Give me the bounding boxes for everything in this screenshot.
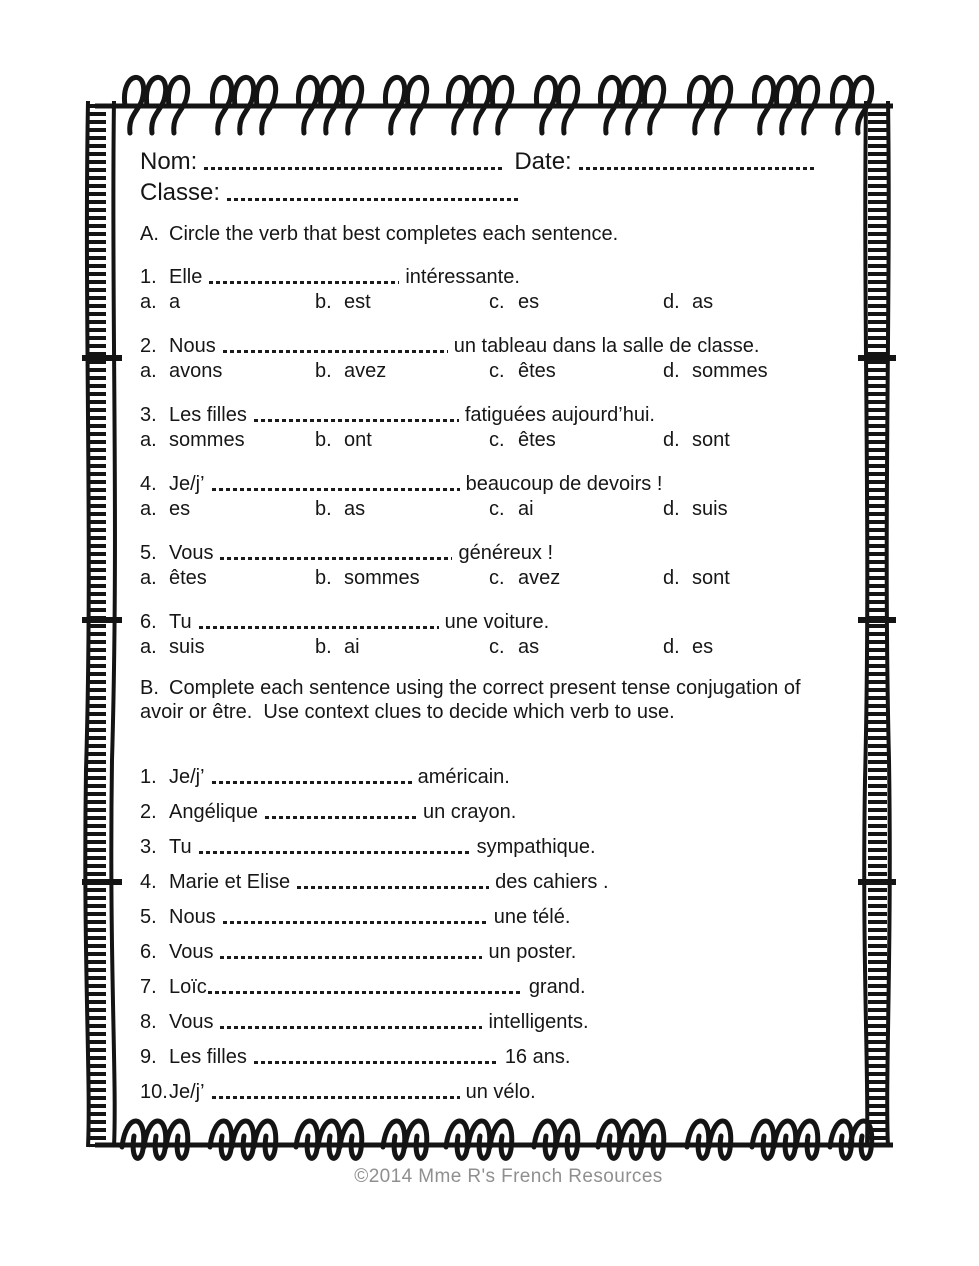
sentence-post: grand.: [528, 976, 586, 998]
option-letter: b.: [315, 291, 332, 313]
option-letter: d.: [663, 498, 680, 520]
sentence-post: un vélo.: [465, 1081, 536, 1103]
option-d: [663, 428, 864, 453]
answer-blank: [223, 921, 488, 924]
classe-blank: [227, 198, 520, 201]
top-scribble-border: [95, 77, 893, 133]
item-b7: [140, 975, 864, 999]
answer-blank: [223, 350, 448, 353]
sentence-post: un crayon.: [422, 801, 517, 823]
section-b-instructions-line2: avoir or être. Use context clues to decide which verb to use.: [140, 701, 675, 723]
sentence-pre: Loïc: [169, 976, 207, 998]
sentence-post: fatiguées aujourd’hui.: [464, 404, 655, 426]
question-a1: [140, 265, 864, 315]
sentence-post: intelligents.: [488, 1011, 589, 1033]
item-number: 7.: [140, 976, 157, 998]
nom-blank: [204, 167, 504, 170]
option-letter: b.: [315, 360, 332, 382]
item-number: 1.: [140, 766, 157, 788]
bottom-scribble-border: [95, 1121, 893, 1158]
answer-options: [140, 497, 864, 522]
answer-blank: [297, 886, 489, 889]
option-letter: a.: [140, 498, 157, 520]
option-letter: c.: [489, 360, 505, 382]
answer-options: [140, 290, 864, 315]
option-letter: d.: [663, 291, 680, 313]
sentence-pre: Angélique: [169, 801, 258, 823]
question-number: 5.: [140, 542, 157, 564]
sentence-pre: Tu: [169, 836, 192, 858]
sentence-pre: Marie et Elise: [169, 871, 291, 893]
option-letter: a.: [140, 360, 157, 382]
option-letter: d.: [663, 360, 680, 382]
answer-blank: [212, 488, 460, 491]
header-classe-row: [140, 177, 864, 208]
option-text: as: [692, 291, 714, 313]
option-text: avez: [344, 360, 387, 382]
option-letter: c.: [489, 567, 505, 589]
option-b: [315, 635, 489, 660]
option-a: [140, 497, 315, 522]
option-a: [140, 359, 315, 384]
option-text: a: [169, 291, 181, 313]
item-b10: [140, 1080, 864, 1104]
answer-options: [140, 428, 864, 453]
date-label: Date:: [514, 148, 572, 175]
question-number: 4.: [140, 473, 157, 495]
item-number: 8.: [140, 1011, 157, 1033]
option-d: [663, 497, 864, 522]
item-b1: [140, 765, 864, 789]
option-d: [663, 635, 864, 660]
option-text: sommes: [344, 567, 420, 589]
sentence-post: beaucoup de devoirs !: [465, 473, 663, 495]
answer-options: [140, 359, 864, 384]
option-letter: c.: [489, 429, 505, 451]
question-number: 6.: [140, 611, 157, 633]
option-letter: c.: [489, 291, 505, 313]
answer-options: [140, 635, 864, 660]
answer-blank: [265, 816, 417, 819]
option-d: [663, 290, 864, 315]
sentence-pre: Vous: [169, 941, 214, 963]
option-text: es: [518, 291, 540, 313]
option-c: [489, 290, 663, 315]
option-letter: a.: [140, 429, 157, 451]
header-name-date-row: [140, 146, 864, 177]
option-letter: c.: [489, 498, 505, 520]
date-blank: [579, 167, 814, 170]
item-b4: [140, 870, 864, 894]
answer-blank: [220, 956, 482, 959]
option-c: [489, 635, 663, 660]
option-text: êtes: [169, 567, 207, 589]
item-b5: [140, 905, 864, 929]
answer-blank: [212, 1096, 460, 1099]
classe-label: Classe:: [140, 179, 221, 206]
section-b-label: B.: [140, 677, 159, 699]
option-a: [140, 290, 315, 315]
option-letter: b.: [315, 429, 332, 451]
option-text: es: [169, 498, 191, 520]
sentence-post: une télé.: [493, 906, 571, 928]
option-text: sommes: [169, 429, 245, 451]
section-a-title: [140, 222, 864, 246]
left-ladder-border: [82, 101, 122, 1147]
option-d: [663, 359, 864, 384]
question-a6: [140, 610, 864, 660]
sentence-pre: Vous: [169, 1011, 214, 1033]
sentence-post: un tableau dans la salle de classe.: [453, 335, 760, 357]
option-text: as: [344, 498, 366, 520]
item-b3: [140, 835, 864, 859]
option-a: [140, 428, 315, 453]
item-b8: [140, 1010, 864, 1034]
option-text: ai: [344, 636, 360, 658]
sentence-pre: Je/j’: [169, 473, 205, 495]
option-a: [140, 566, 315, 591]
section-a-instructions: Circle the verb that best completes each sentence.: [169, 223, 619, 245]
sentence-pre: Nous: [169, 906, 216, 928]
item-number: 4.: [140, 871, 157, 893]
question-sentence: [140, 403, 864, 428]
option-letter: a.: [140, 636, 157, 658]
sentence-pre: Vous: [169, 542, 214, 564]
option-text: ai: [518, 498, 534, 520]
question-number: 1.: [140, 266, 157, 288]
item-number: 10.: [140, 1081, 168, 1103]
option-text: avons: [169, 360, 223, 382]
option-letter: a.: [140, 567, 157, 589]
option-text: sont: [692, 567, 730, 589]
question-sentence: [140, 610, 864, 635]
option-letter: d.: [663, 567, 680, 589]
option-c: [489, 428, 663, 453]
question-a3: [140, 403, 864, 453]
question-sentence: [140, 265, 864, 290]
answer-blank: [199, 851, 471, 854]
item-b2: [140, 800, 864, 824]
item-number: 9.: [140, 1046, 157, 1068]
question-sentence: [140, 334, 864, 359]
option-b: [315, 428, 489, 453]
item-number: 6.: [140, 941, 157, 963]
answer-blank: [254, 419, 459, 422]
sentence-pre: Les filles: [169, 1046, 247, 1068]
sentence-pre: Elle: [169, 266, 203, 288]
item-number: 2.: [140, 801, 157, 823]
question-a5: [140, 541, 864, 591]
option-a: [140, 635, 315, 660]
section-b-title: [140, 676, 864, 700]
answer-blank: [199, 626, 439, 629]
option-c: [489, 359, 663, 384]
answer-blank: [208, 991, 523, 994]
sentence-post: sympathique.: [476, 836, 596, 858]
option-text: sont: [692, 429, 730, 451]
item-number: 5.: [140, 906, 157, 928]
sentence-post: intéressante.: [405, 266, 520, 288]
sentence-post: une voiture.: [444, 611, 550, 633]
option-text: suis: [169, 636, 205, 658]
sentence-post: un poster.: [488, 941, 577, 963]
answer-blank: [209, 281, 399, 284]
item-number: 3.: [140, 836, 157, 858]
sentence-post: des cahiers .: [495, 871, 609, 893]
option-letter: d.: [663, 429, 680, 451]
sentence-pre: Les filles: [169, 404, 247, 426]
section-b-items: [140, 765, 864, 1104]
answer-blank: [220, 1026, 482, 1029]
question-a4: [140, 472, 864, 522]
option-text: avez: [518, 567, 561, 589]
option-letter: d.: [663, 636, 680, 658]
option-text: est: [344, 291, 371, 313]
sentence-post: généreux !: [458, 542, 553, 564]
question-sentence: [140, 541, 864, 566]
option-text: êtes: [518, 360, 556, 382]
section-a-label: A.: [140, 223, 159, 245]
option-letter: a.: [140, 291, 157, 313]
sentence-pre: Nous: [169, 335, 216, 357]
sentence-pre: Je/j’: [169, 766, 205, 788]
option-text: ont: [344, 429, 372, 451]
sentence-pre: Je/j’: [169, 1081, 205, 1103]
question-number: 2.: [140, 335, 157, 357]
option-text: suis: [692, 498, 728, 520]
option-c: [489, 566, 663, 591]
option-letter: c.: [489, 636, 505, 658]
item-b9: [140, 1045, 864, 1069]
option-letter: b.: [315, 636, 332, 658]
option-letter: b.: [315, 498, 332, 520]
nom-label: Nom:: [140, 148, 198, 175]
answer-blank: [220, 557, 452, 560]
question-sentence: [140, 472, 864, 497]
sentence-post: américain.: [417, 766, 510, 788]
answer-blank: [254, 1061, 499, 1064]
section-b-instructions-line1: Complete each sentence using the correct present tense conjugation of: [169, 677, 801, 699]
option-text: êtes: [518, 429, 556, 451]
option-c: [489, 497, 663, 522]
option-text: es: [692, 636, 714, 658]
option-b: [315, 359, 489, 384]
question-number: 3.: [140, 404, 157, 426]
question-a2: [140, 334, 864, 384]
option-b: [315, 497, 489, 522]
copyright-text: ©2014 Mme R's French Resources: [354, 1166, 663, 1187]
answer-blank: [212, 781, 412, 784]
option-text: as: [518, 636, 540, 658]
option-text: sommes: [692, 360, 768, 382]
worksheet-content: [140, 146, 864, 1115]
option-b: [315, 566, 489, 591]
option-letter: b.: [315, 567, 332, 589]
option-b: [315, 290, 489, 315]
answer-options: [140, 566, 864, 591]
option-d: [663, 566, 864, 591]
sentence-post: 16 ans.: [504, 1046, 571, 1068]
sentence-pre: Tu: [169, 611, 192, 633]
item-b6: [140, 940, 864, 964]
